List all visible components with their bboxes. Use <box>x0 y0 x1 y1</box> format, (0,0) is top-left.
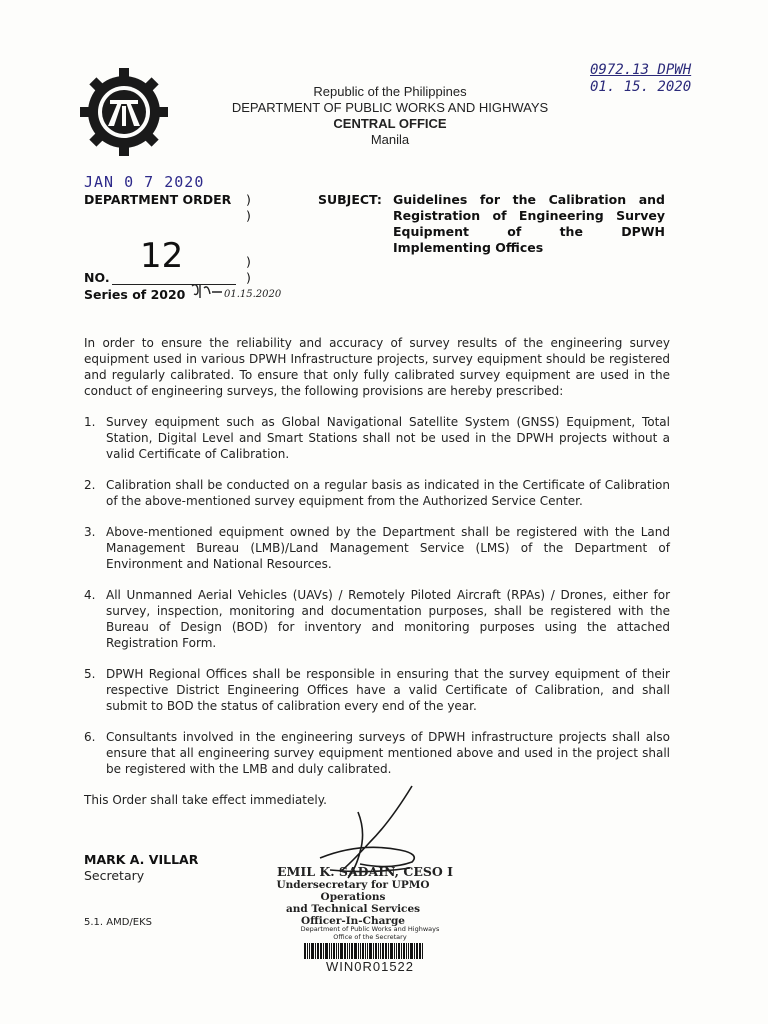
series-initial-mark <box>188 282 224 307</box>
item-text: All Unmanned Aerial Vehicles (UAVs) / Remotely Piloted Aircraft (RPAs) / Drones, either for survey, inspection, monitoring and documentation purposes, shall be registered with the Bureau of Design (BOD) for inventory and monitoring purposes using the attached Registration Form. <box>106 588 670 650</box>
office-line: CENTRAL OFFICE <box>333 116 447 131</box>
item-text: Above-mentioned equipment owned by the Department shall be registered with the Land Management Bureau (LMB)/Land Management Service (LMS) of the Department of Environment and National Resources. <box>106 525 670 571</box>
list-item <box>84 477 670 509</box>
barcode-dept: Department of Public Works and Highways <box>300 925 440 933</box>
initials-block <box>244 865 462 927</box>
signatory-name: MARK A. VILLAR <box>84 852 199 867</box>
letterhead <box>180 84 600 148</box>
stamp-line-1: 0972.13 DPWH <box>590 62 692 78</box>
list-item <box>84 729 670 777</box>
barcode-office: Office of the Secretary <box>333 933 407 941</box>
paren-4: ) <box>246 270 251 285</box>
provisions-list <box>84 414 670 792</box>
barcode-code: WIN0R01522 <box>325 959 415 974</box>
republic-line: Republic of the Philippines <box>313 84 467 99</box>
item-text: Calibration shall be conducted on a regular basis as indicated in the Certificate of Calibration of the above-mentioned survey equipment from the Authorized Service Center. <box>106 478 670 508</box>
list-item <box>84 666 670 714</box>
department-line: DEPARTMENT OF PUBLIC WORKS AND HIGHWAYS <box>231 100 549 115</box>
item-number: 4. <box>84 588 96 602</box>
item-number: 1. <box>84 415 96 429</box>
barcode-icon <box>304 943 436 959</box>
effectivity-line: This Order shall take effect immediately. <box>84 793 327 807</box>
paren-2: ) <box>246 208 251 223</box>
city-line: Manila <box>370 132 410 147</box>
received-stamp <box>590 62 700 96</box>
subject-text: Guidelines for the Calibration and Registration of Engineering Survey Equipment of the DPWH Implementing Offices <box>393 192 665 255</box>
series-label: Series of 2020 <box>84 287 186 302</box>
subject-label: SUBJECT: <box>318 192 382 207</box>
initials-line-3: Officer-In-Charge <box>301 915 405 927</box>
reference-code: 5.1. AMD/EKS <box>84 917 153 928</box>
list-item <box>84 524 670 572</box>
initials-line-1: Undersecretary for UPMO Operations <box>276 879 430 903</box>
item-number: 2. <box>84 478 96 492</box>
item-number: 3. <box>84 525 96 539</box>
item-number: 6. <box>84 730 96 744</box>
department-order-label: DEPARTMENT ORDER <box>84 192 232 207</box>
intro-paragraph: In order to ensure the reliability and accuracy of survey results of the engineering survey equipment used in various DPWH Infrastructure projects, survey equipment should be registered and regularly calibrated. To ensure that only fully calibrated survey equipment are used in the conduct of engineering surveys, the following provisions are hereby prescribed: <box>84 336 670 398</box>
no-label: NO. <box>84 270 110 285</box>
series-annotation: 01.15.2020 <box>224 289 282 300</box>
paren-3: ) <box>246 254 251 269</box>
item-text: Survey equipment such as Global Navigational Satellite System (GNSS) Equipment, Total Station, Digital Level and Smart Stations shall not be used in the DPWH projects without a valid Certificate of Calibration. <box>106 415 670 461</box>
barcode-block <box>284 925 456 974</box>
paren-1: ) <box>246 192 251 207</box>
order-date: JAN 0 7 2020 <box>84 173 205 191</box>
initials-name: EMIL K. SADAIN, CESO I <box>277 864 453 879</box>
item-number: 5. <box>84 667 96 681</box>
list-item <box>84 414 670 462</box>
signatory-title: Secretary <box>84 868 145 883</box>
initials-line-2: and Technical Services <box>285 903 421 915</box>
signatory-block <box>84 852 198 884</box>
item-text: Consultants involved in the engineering surveys of DPWH infrastructure projects shall also ensure that all engineering survey equipment mentioned above and used in the project shall be registered with the LMB and duly calibrated. <box>106 730 670 776</box>
order-number: 12 <box>140 236 184 276</box>
dpwh-logo <box>78 66 170 158</box>
item-text: DPWH Regional Offices shall be responsible in ensuring that the survey equipment of their respective District Engineering Offices have a valid Certificate of Calibration, and shall submit to BOD the status of calibration every end of the year. <box>106 667 670 713</box>
stamp-line-2: 01. 15. 2020 <box>590 79 692 95</box>
list-item <box>84 587 670 651</box>
